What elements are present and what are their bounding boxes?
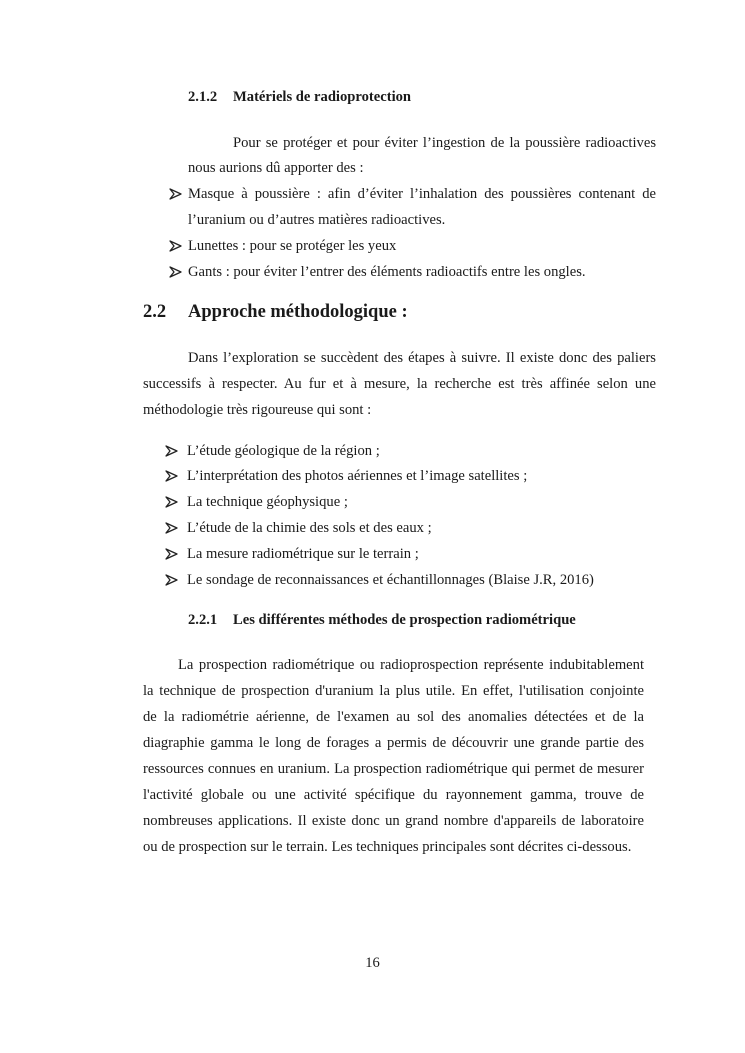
arrow-bullet-icon: [169, 266, 183, 278]
list-item: Gants : pour éviter l’entrer des éléments radioactifs entre les ongles.: [188, 264, 586, 280]
heading-2-2-1: [188, 612, 576, 629]
paragraph-line: diagraphie gamma le long de forages a permis de découvrir une grande partie des: [143, 735, 644, 751]
arrow-bullet-icon: [165, 574, 179, 586]
list-item: L’étude de la chimie des sols et des eaux ;: [187, 520, 432, 536]
heading-2-1-2: [188, 89, 411, 106]
list-item-continuation: l’uranium ou d’autres matières radioactives.: [188, 212, 446, 228]
list-item: La technique géophysique ;: [187, 494, 348, 510]
heading-title: Approche méthodologique :: [188, 302, 408, 322]
list-item: L’étude géologique de la région ;: [187, 443, 380, 459]
paragraph-line: ressources connues en uranium. La prospection radiométrique qui permet de mesurer: [143, 761, 644, 777]
paragraph-line: nombreuses applications. Il existe donc un grand nombre d'appareils de laboratoire: [143, 813, 644, 829]
heading-number: 2.2: [143, 302, 167, 322]
list-item: Lunettes : pour se protéger les yeux: [188, 238, 397, 254]
list-item: Masque à poussière : afin d’éviter l’inhalation des poussières contenant de: [188, 186, 656, 202]
heading-title: Les différentes méthodes de prospection radiométrique: [233, 612, 576, 628]
list-item: Le sondage de reconnaissances et échantillonnages (Blaise J.R, 2016): [187, 572, 594, 588]
paragraph-line: nous aurions dû apporter des :: [188, 160, 364, 176]
paragraph-line: l'activité globale ou une activité spécifique du rayonnement gamma, trouve de: [143, 787, 644, 803]
heading-title: Matériels de radioprotection: [233, 89, 412, 105]
arrow-bullet-icon: [165, 522, 179, 534]
paragraph-line: ou de prospection sur le terrain. Les techniques principales sont décrites ci-dessous.: [143, 839, 632, 855]
arrow-bullet-icon: [165, 548, 179, 560]
paragraph-line: de la radiométrie aérienne, de l'examen au sol des anomalies détectées et de la: [143, 709, 644, 725]
page-number: 16: [365, 955, 380, 971]
arrow-bullet-icon: [165, 496, 179, 508]
list-item: La mesure radiométrique sur le terrain ;: [187, 546, 419, 562]
heading-2-2: [143, 302, 408, 323]
arrow-bullet-icon: [165, 470, 179, 482]
paragraph-line: Pour se protéger et pour éviter l’ingestion de la poussière radioactives: [233, 135, 656, 151]
heading-number: 2.1.2: [188, 89, 218, 105]
list-item: L’interprétation des photos aériennes et l’image satellites ;: [187, 468, 528, 484]
arrow-bullet-icon: [165, 445, 179, 457]
paragraph-line: la technique de prospection d'uranium la plus utile. En effet, l'utilisation conjointe: [143, 683, 644, 699]
paragraph-line: successifs à respecter. Au fur et à mesure, la recherche est très affinée selon une: [143, 376, 656, 392]
arrow-bullet-icon: [169, 188, 183, 200]
paragraph-line: Dans l’exploration se succèdent des étapes à suivre. Il existe donc des paliers: [188, 350, 656, 366]
arrow-bullet-icon: [169, 240, 183, 252]
paragraph-line: méthodologie très rigoureuse qui sont :: [143, 402, 372, 418]
paragraph-line: La prospection radiométrique ou radioprospection représente indubitablement: [178, 657, 644, 673]
heading-number: 2.2.1: [188, 612, 218, 628]
